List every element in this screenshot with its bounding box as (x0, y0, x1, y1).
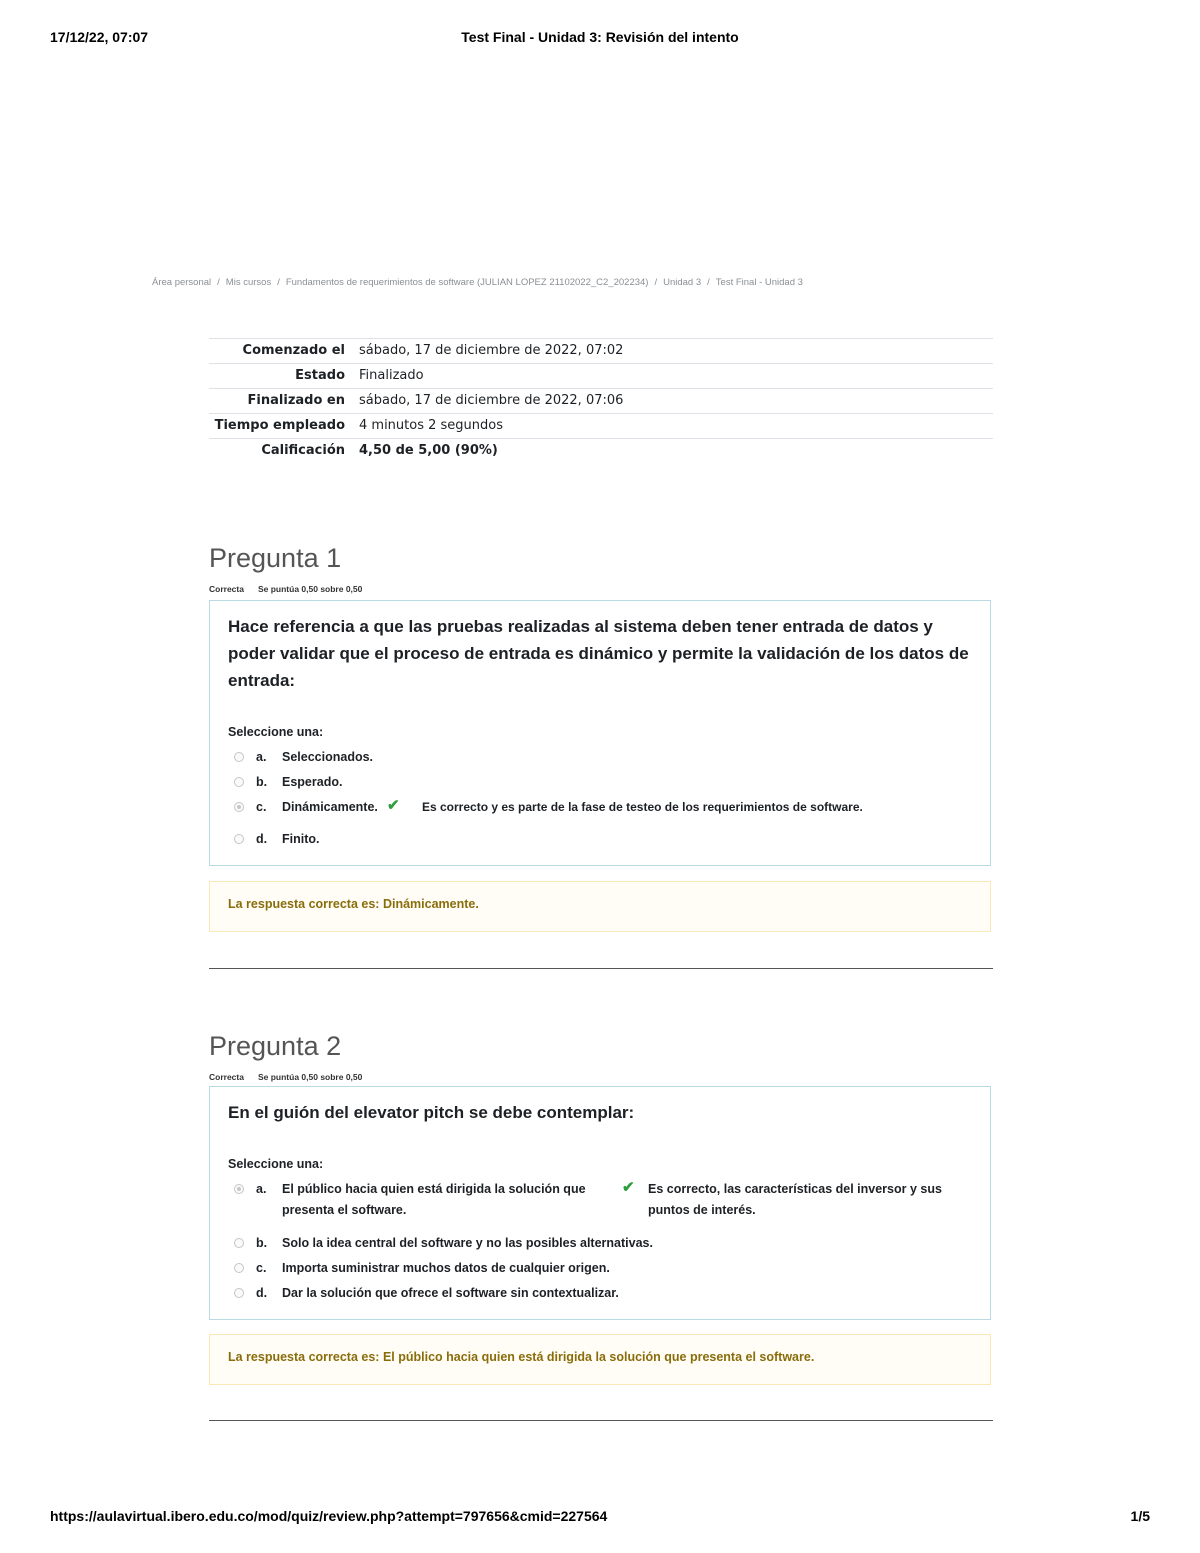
question-1-right-answer (209, 881, 991, 932)
question-state: Correcta (209, 1072, 244, 1082)
option-text-line: El público hacia quien está dirigida la solución que (282, 1182, 586, 1196)
option-text-line: presenta el software. (282, 1203, 407, 1217)
question-1-heading: Pregunta 1 (209, 543, 342, 573)
option-letter: a. (256, 1182, 267, 1196)
option-text: Finito. (282, 832, 320, 846)
option-letter: c. (256, 1261, 267, 1275)
feedback-line: puntos de interés. (648, 1203, 756, 1217)
question-divider (209, 968, 993, 969)
radio-button-selected[interactable] (234, 1184, 244, 1194)
breadcrumb-separator: / (707, 277, 710, 288)
question-grade: Se puntúa 0,50 sobre 0,50 (257, 1072, 363, 1082)
feedback-line: Es correcto, las características del inversor y sus (648, 1182, 942, 1196)
breadcrumb-item-mis-cursos[interactable]: Mis cursos (225, 277, 272, 288)
question-state: Correcta (209, 584, 244, 594)
question-1-box (209, 600, 991, 866)
summary-value: sábado, 17 de diciembre de 2022, 07:06 (359, 393, 624, 408)
summary-row-grade (209, 439, 993, 464)
question-1-info (209, 584, 362, 594)
select-one-prompt: Seleccione una: (228, 725, 324, 739)
option-text: Importa suministrar muchos datos de cualquier origen. (282, 1261, 610, 1275)
check-icon: ✔ (387, 797, 400, 814)
question-divider (209, 1420, 993, 1421)
summary-row-time-taken (209, 414, 993, 439)
option-text: Dinámicamente. (282, 800, 378, 814)
option-letter: b. (256, 775, 268, 789)
print-page-number: 1/5 (1130, 1508, 1150, 1524)
radio-button[interactable] (234, 752, 244, 762)
option-letter: d. (256, 832, 268, 846)
option-text: Seleccionados. (282, 750, 374, 764)
summary-row-started (209, 339, 993, 364)
breadcrumb-separator: / (654, 277, 658, 288)
print-datetime: 17/12/22, 07:07 (50, 29, 149, 45)
question-grade: Se puntúa 0,50 sobre 0,50 (257, 584, 363, 594)
option-text: Dar la solución que ofrece el software sin contextualizar. (282, 1286, 619, 1300)
breadcrumb-item-quiz[interactable]: Test Final - Unidad 3 (715, 277, 803, 288)
print-title: Test Final - Unidad 3: Revisión del intento (461, 29, 739, 45)
radio-button[interactable] (234, 1238, 244, 1248)
right-answer-text: La respuesta correcta es: Dinámicamente. (228, 897, 479, 911)
summary-row-state (209, 364, 993, 389)
option-letter: a. (256, 750, 267, 764)
question-text: En el guión del elevator pitch se debe contemplar: (228, 1103, 635, 1122)
option-text (282, 1179, 612, 1221)
summary-value: Finalizado (359, 368, 424, 383)
print-url: https://aulavirtual.ibero.edu.co/mod/quiz/review.php?attempt=797656&cmid=227564 (50, 1508, 608, 1524)
question-2-info (209, 1072, 362, 1082)
print-footer (50, 1508, 1150, 1528)
option-text: Esperado. (282, 775, 343, 789)
breadcrumb-item-area-personal[interactable]: Área personal (152, 277, 212, 288)
summary-label: Finalizado en (247, 393, 345, 408)
summary-label: Calificación (261, 443, 345, 458)
breadcrumb-separator: / (277, 277, 280, 288)
breadcrumb-separator: / (217, 277, 220, 288)
summary-label: Tiempo empleado (214, 418, 345, 433)
option-feedback (648, 1179, 968, 1221)
summary-value: 4,50 de 5,00 (90%) (359, 443, 498, 458)
radio-button-selected[interactable] (234, 802, 244, 812)
option-text: Solo la idea central del software y no las posibles alternativas. (282, 1236, 653, 1250)
summary-value: 4 minutos 2 segundos (359, 418, 503, 433)
summary-row-finished (209, 389, 993, 414)
answer-option-a[interactable] (234, 1179, 972, 1223)
right-answer-text: La respuesta correcta es: El público hacia quien está dirigida la solución que presenta el software. (228, 1350, 815, 1364)
summary-label: Comenzado el (242, 343, 345, 358)
question-text: Hace referencia a que las pruebas realizadas al sistema deben tener entrada de datos y poder validar que el proceso de entrada es dinámico y permite la validación de los datos de entrada: (228, 617, 969, 690)
option-feedback: Es correcto y es parte de la fase de testeo de los requerimientos de software. (422, 800, 863, 814)
question-2-right-answer (209, 1334, 991, 1385)
question-2-heading: Pregunta 2 (209, 1031, 342, 1061)
breadcrumb-item-unit[interactable]: Unidad 3 (663, 277, 702, 288)
radio-button[interactable] (234, 834, 244, 844)
breadcrumb-item-course[interactable]: Fundamentos de requerimientos de software (JULIAN LOPEZ 21102022_C2_202234) (285, 277, 649, 288)
option-letter: b. (256, 1236, 268, 1250)
question-2-box (209, 1086, 991, 1320)
radio-button[interactable] (234, 1263, 244, 1273)
breadcrumb (152, 277, 1052, 288)
option-letter: c. (256, 800, 267, 814)
radio-button[interactable] (234, 1288, 244, 1298)
print-header (50, 29, 1150, 49)
radio-button[interactable] (234, 777, 244, 787)
select-one-prompt: Seleccione una: (228, 1157, 324, 1171)
summary-label: Estado (295, 368, 345, 383)
attempt-summary-table (209, 338, 993, 463)
option-letter: d. (256, 1286, 268, 1300)
summary-value: sábado, 17 de diciembre de 2022, 07:02 (359, 343, 624, 358)
check-icon: ✔ (622, 1179, 635, 1196)
